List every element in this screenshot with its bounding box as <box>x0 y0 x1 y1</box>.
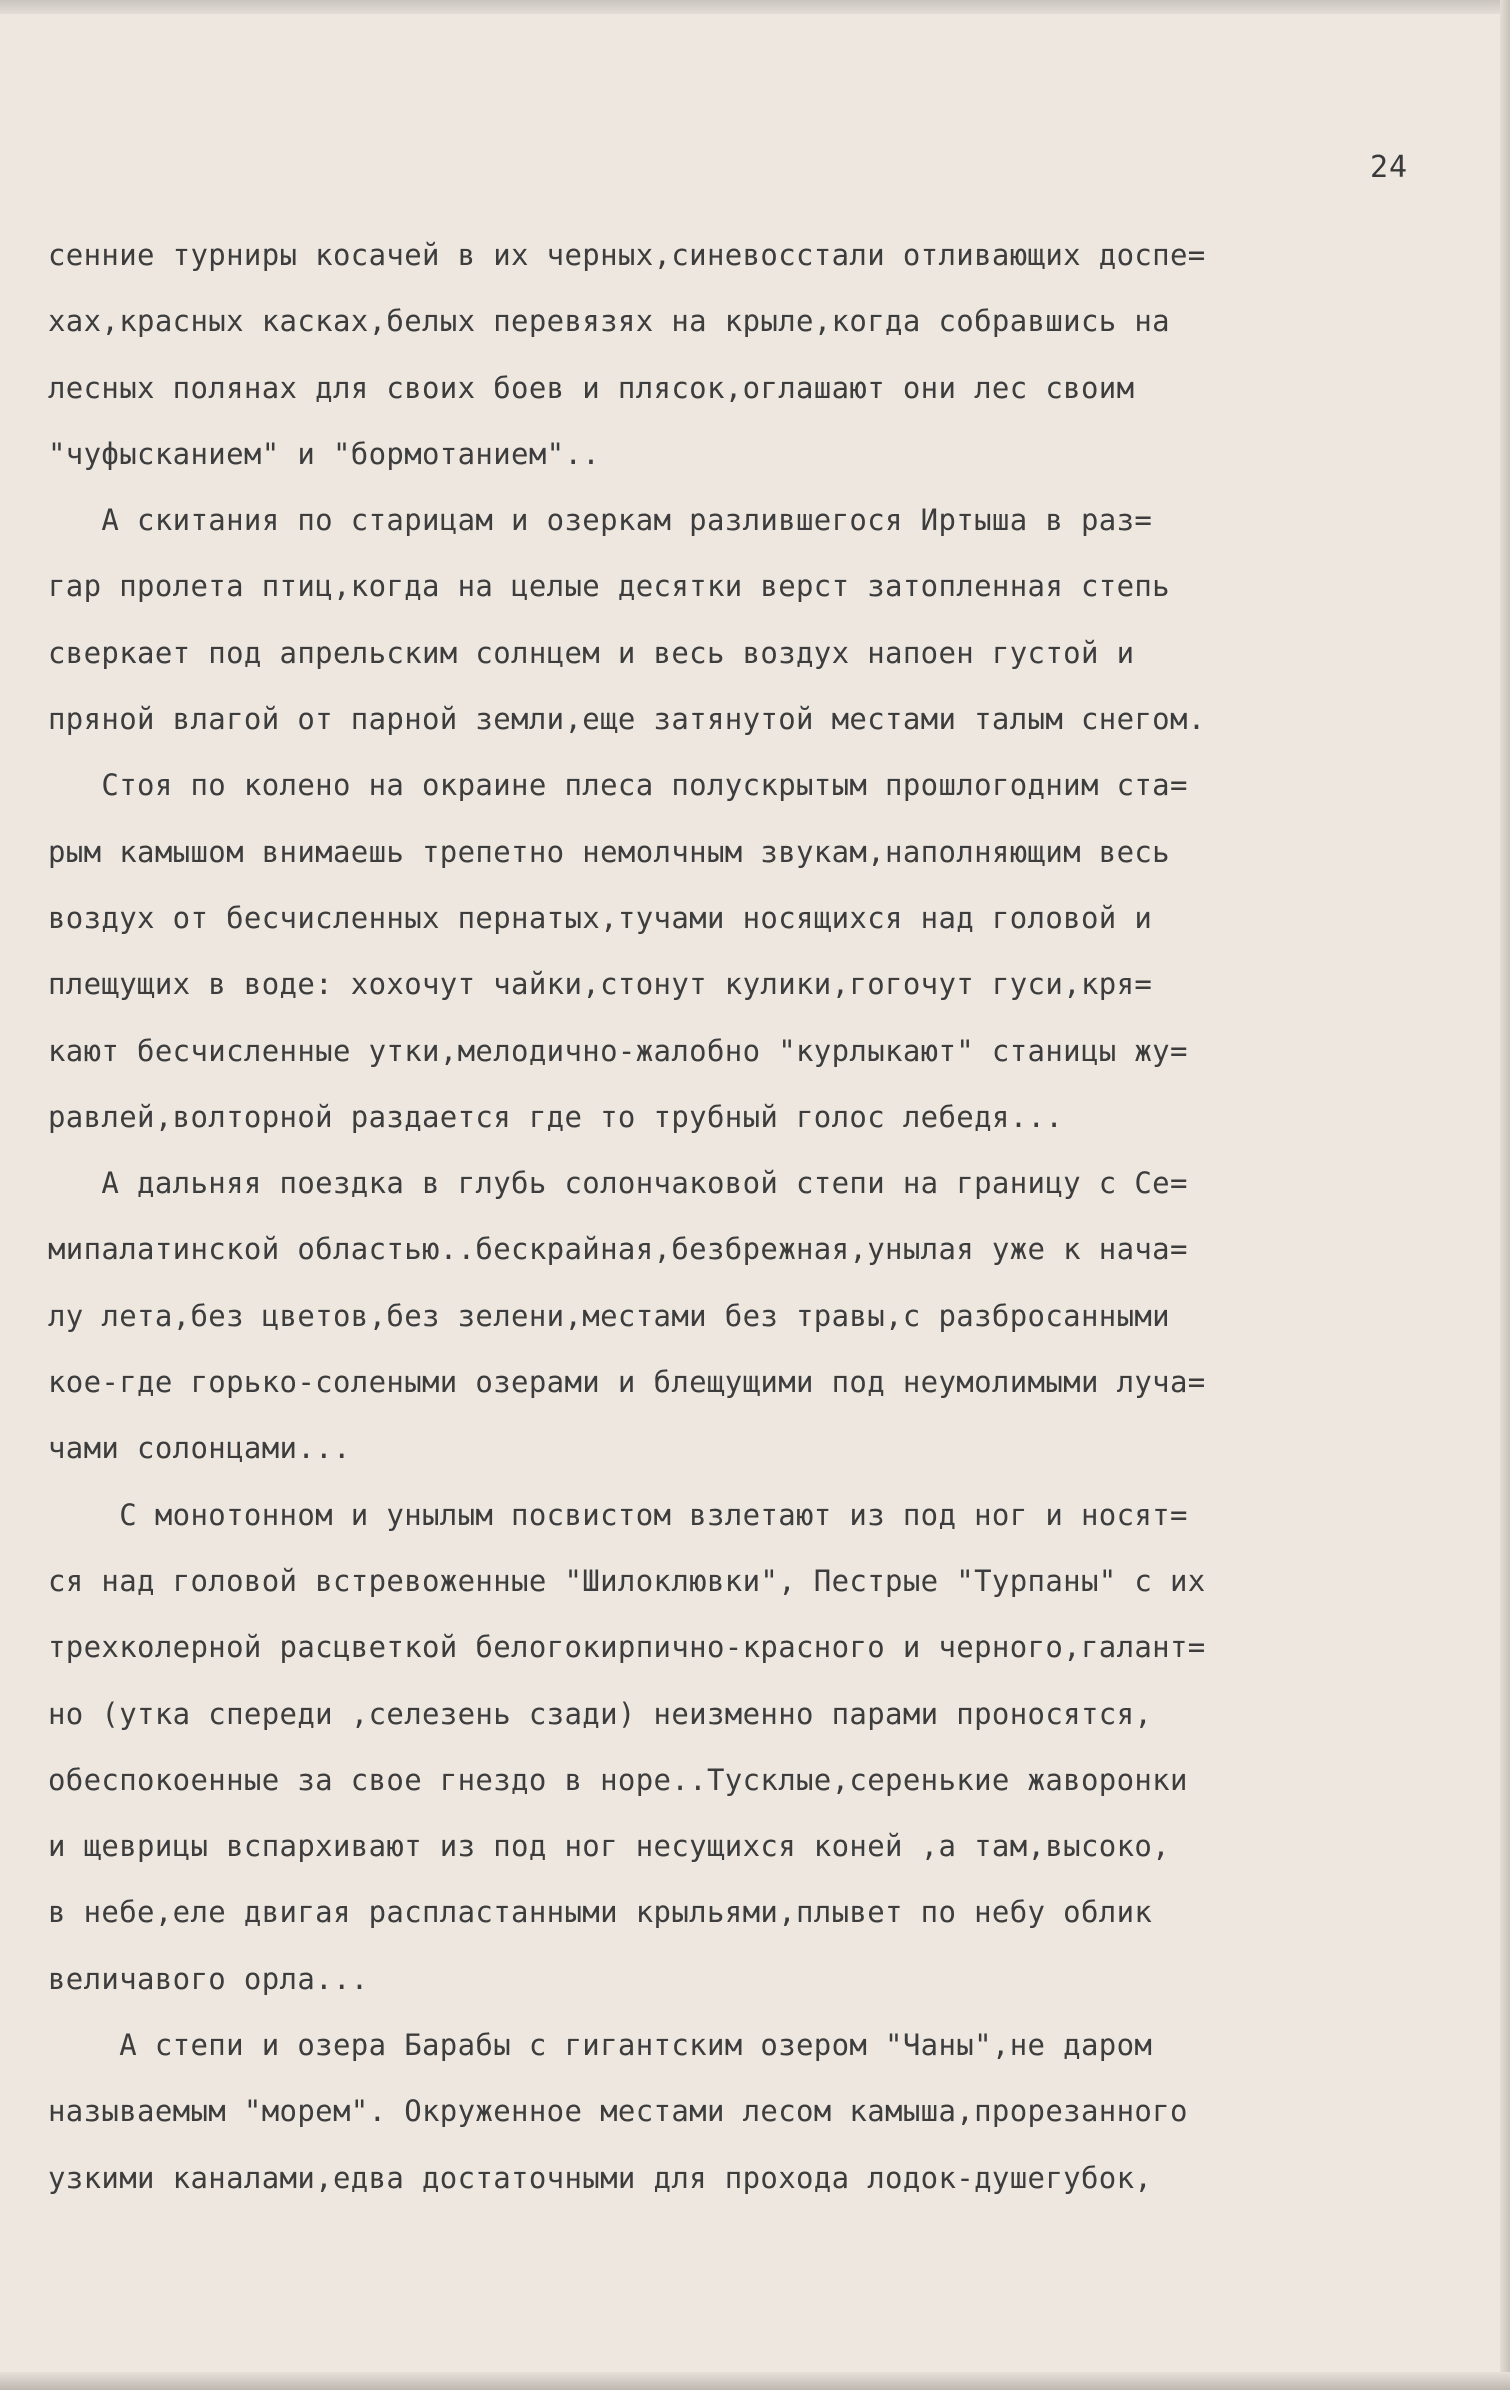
text-line: А степи и озера Барабы с гигантским озером "Чаны",не даром <box>48 2028 1153 2063</box>
text-line: равлей,волторной раздается где то трубный голос лебедя... <box>48 1099 1064 1134</box>
text-line: воздух от бесчисленных пернатых,тучами носящихся над головой и <box>48 900 1153 935</box>
text-line: чами солонцами... <box>48 1431 351 1466</box>
text-line: Стоя по колено на окраине плеса полускрытым прошлогодним ста= <box>48 768 1188 803</box>
typewritten-text <box>48 222 1468 2211</box>
text-line: лесных полянах для своих боев и плясок,оглашают они лес своим <box>48 370 1135 405</box>
text-line: А скитания по старицам и озеркам разлившегося Иртыша в раз= <box>48 503 1153 538</box>
page-top-edge <box>0 0 1510 14</box>
text-line: гар пролета птиц,когда на целые десятки верст затопленная степь <box>48 569 1170 604</box>
text-line: кое-где горько-солеными озерами и блещущими под неумолимыми луча= <box>48 1365 1206 1400</box>
text-line: сенние турниры косачей в их черных,синевосстали отливающих доспе= <box>48 238 1206 272</box>
text-line: ся над головой встревоженные "Шилоклювки", Пестрые "Турпаны" с их <box>48 1563 1206 1598</box>
text-line: лу лета,без цветов,без зелени,местами без травы,с разбросанными <box>48 1298 1170 1333</box>
text-line: С монотонном и унылым посвистом взлетают из под ног и носят= <box>48 1497 1188 1532</box>
text-line: и щеврицы вспархивают из под ног несущихся коней ,а там,высоко, <box>48 1829 1170 1864</box>
text-line: хах,красных касках,белых перевязях на крыле,когда собравшись на <box>48 304 1170 339</box>
page-bottom-edge <box>0 2372 1510 2390</box>
text-line: кают бесчисленные утки,мелодично-жалобно "курлыкают" станицы жу= <box>48 1033 1188 1068</box>
text-line: узкими каналами,едва достаточными для прохода лодок-душегубок, <box>48 2160 1153 2195</box>
text-line: в небе,еле двигая распластанными крыльями,плывет по небу облик <box>48 1895 1153 1930</box>
text-line: сверкает под апрельским солнцем и весь воздух напоен густой и <box>48 635 1135 670</box>
page-right-edge <box>1500 0 1510 2390</box>
text-line: мипалатинской областью..бескрайная,безбрежная,унылая уже к нача= <box>48 1232 1188 1267</box>
text-line: величавого орла... <box>48 1961 369 1996</box>
text-line: рым камышом внимаешь трепетно немолчным звукам,наполняющим весь <box>48 834 1170 869</box>
text-line: обеспокоенные за свое гнездо в норе..Тусклые,серенькие жаворонки <box>48 1762 1188 1797</box>
text-line: называемым "морем". Окруженное местами лесом камыша,прорезанного <box>48 2094 1188 2129</box>
text-line: пряной влагой от парной земли,еще затянутой местами талым снегом. <box>48 702 1206 737</box>
text-line: плещущих в воде: хохочут чайки,стонут кулики,гогочут гуси,кря= <box>48 967 1153 1002</box>
text-line: но (утка спереди ,селезень сзади) неизменно парами проносятся, <box>48 1696 1153 1731</box>
page-number: 24 <box>1370 150 1409 185</box>
text-line: трехколерной расцветкой белогокирпично-красного и черного,галант= <box>48 1630 1206 1665</box>
text-line: "чуфысканием" и "бормотанием".. <box>48 436 601 471</box>
text-line: А дальняя поездка в глубь солончаковой степи на границу с Се= <box>48 1166 1188 1201</box>
